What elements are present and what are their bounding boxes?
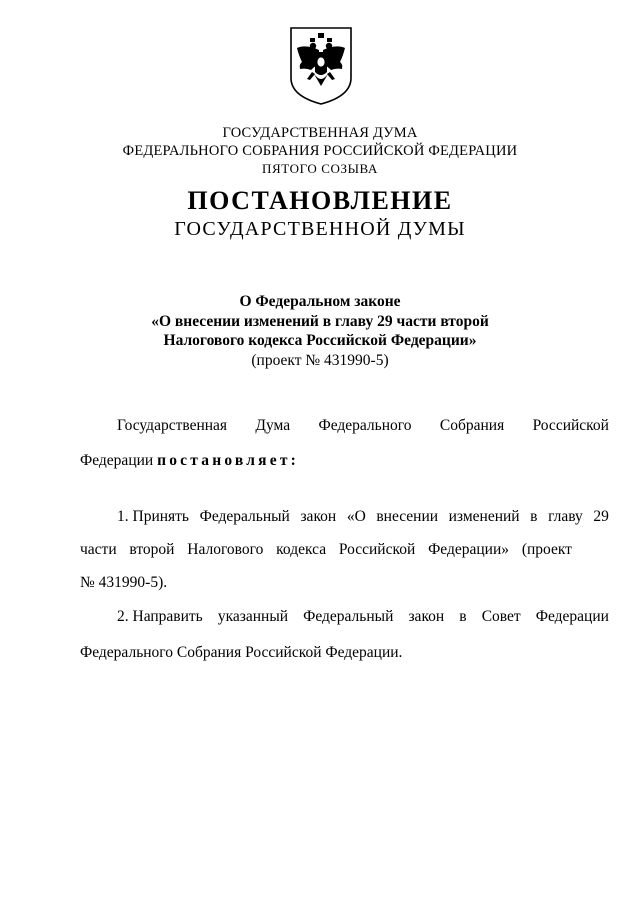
subject-line-2: «О внесении изменений в главу 29 части второй (151, 312, 489, 330)
issuing-body-header (0, 124, 640, 178)
preamble-line-2 (80, 452, 572, 470)
header-line-duma: ГОСУДАРСТВЕННАЯ ДУМА (222, 125, 418, 141)
item-word: части (80, 541, 117, 558)
item-word: 29 (593, 508, 609, 525)
item-word: Российской (338, 541, 416, 558)
document-issuer-title: ГОСУДАРСТВЕННОЙ ДУМЫ (174, 218, 466, 240)
item-word: 1. Принять (117, 508, 190, 525)
item-2-line-2: Федерального Собрания Российской Федерации. (80, 644, 403, 661)
item-1-line-1 (80, 508, 609, 526)
item-1-line-2 (80, 541, 572, 559)
item-1-line-3: № 431990-5). (80, 574, 168, 591)
item-word: указанный (217, 608, 289, 625)
document-type-title: ПОСТАНОВЛЕНИЕ (187, 186, 453, 215)
item-word: второй (129, 541, 175, 558)
item-word: Налогового (187, 541, 264, 558)
subject-project-number: (проект № 431990-5) (251, 351, 389, 369)
preamble-word: Федерации (80, 452, 154, 469)
preamble-word: Российской (532, 417, 609, 434)
item-word: 2. Направить (117, 608, 203, 625)
preamble-word: Дума (255, 417, 291, 434)
document-subject (0, 292, 640, 370)
item-word: (проект (521, 541, 572, 558)
item-word: Совет (481, 608, 521, 625)
item-word: главу (548, 508, 583, 525)
item-word: внесении (376, 508, 439, 525)
preamble-word: Государственная (117, 417, 228, 434)
preamble-word: Федерального (318, 417, 412, 434)
item-word: закон (300, 508, 337, 525)
item-word: закон (408, 608, 445, 625)
item-word: Федеральный (199, 508, 290, 525)
coat-of-arms-emblem (288, 26, 354, 106)
subject-line-1: О Федеральном законе (239, 293, 401, 310)
preamble-line-1 (80, 417, 609, 435)
item-word: Федеральный (303, 608, 394, 625)
preamble-resolves: постановляет: (157, 452, 299, 469)
item-word: изменений (448, 508, 520, 525)
item-word: в (530, 508, 538, 525)
item-word: «О (346, 508, 366, 525)
item-word: Федерации» (428, 541, 510, 558)
item-word: кодекса (276, 541, 327, 558)
header-line-assembly: ФЕДЕРАЛЬНОГО СОБРАНИЯ РОССИЙСКОЙ ФЕДЕРАЦИИ (122, 143, 518, 159)
subject-line-3: Налогового кодекса Российской Федерации» (163, 332, 477, 349)
item-2-line-1 (80, 608, 609, 626)
item-word: в (459, 608, 467, 625)
preamble-word: Собрания (439, 417, 505, 434)
header-line-convocation: ПЯТОГО СОЗЫВА (262, 161, 378, 176)
item-word: Федерации (535, 608, 609, 625)
